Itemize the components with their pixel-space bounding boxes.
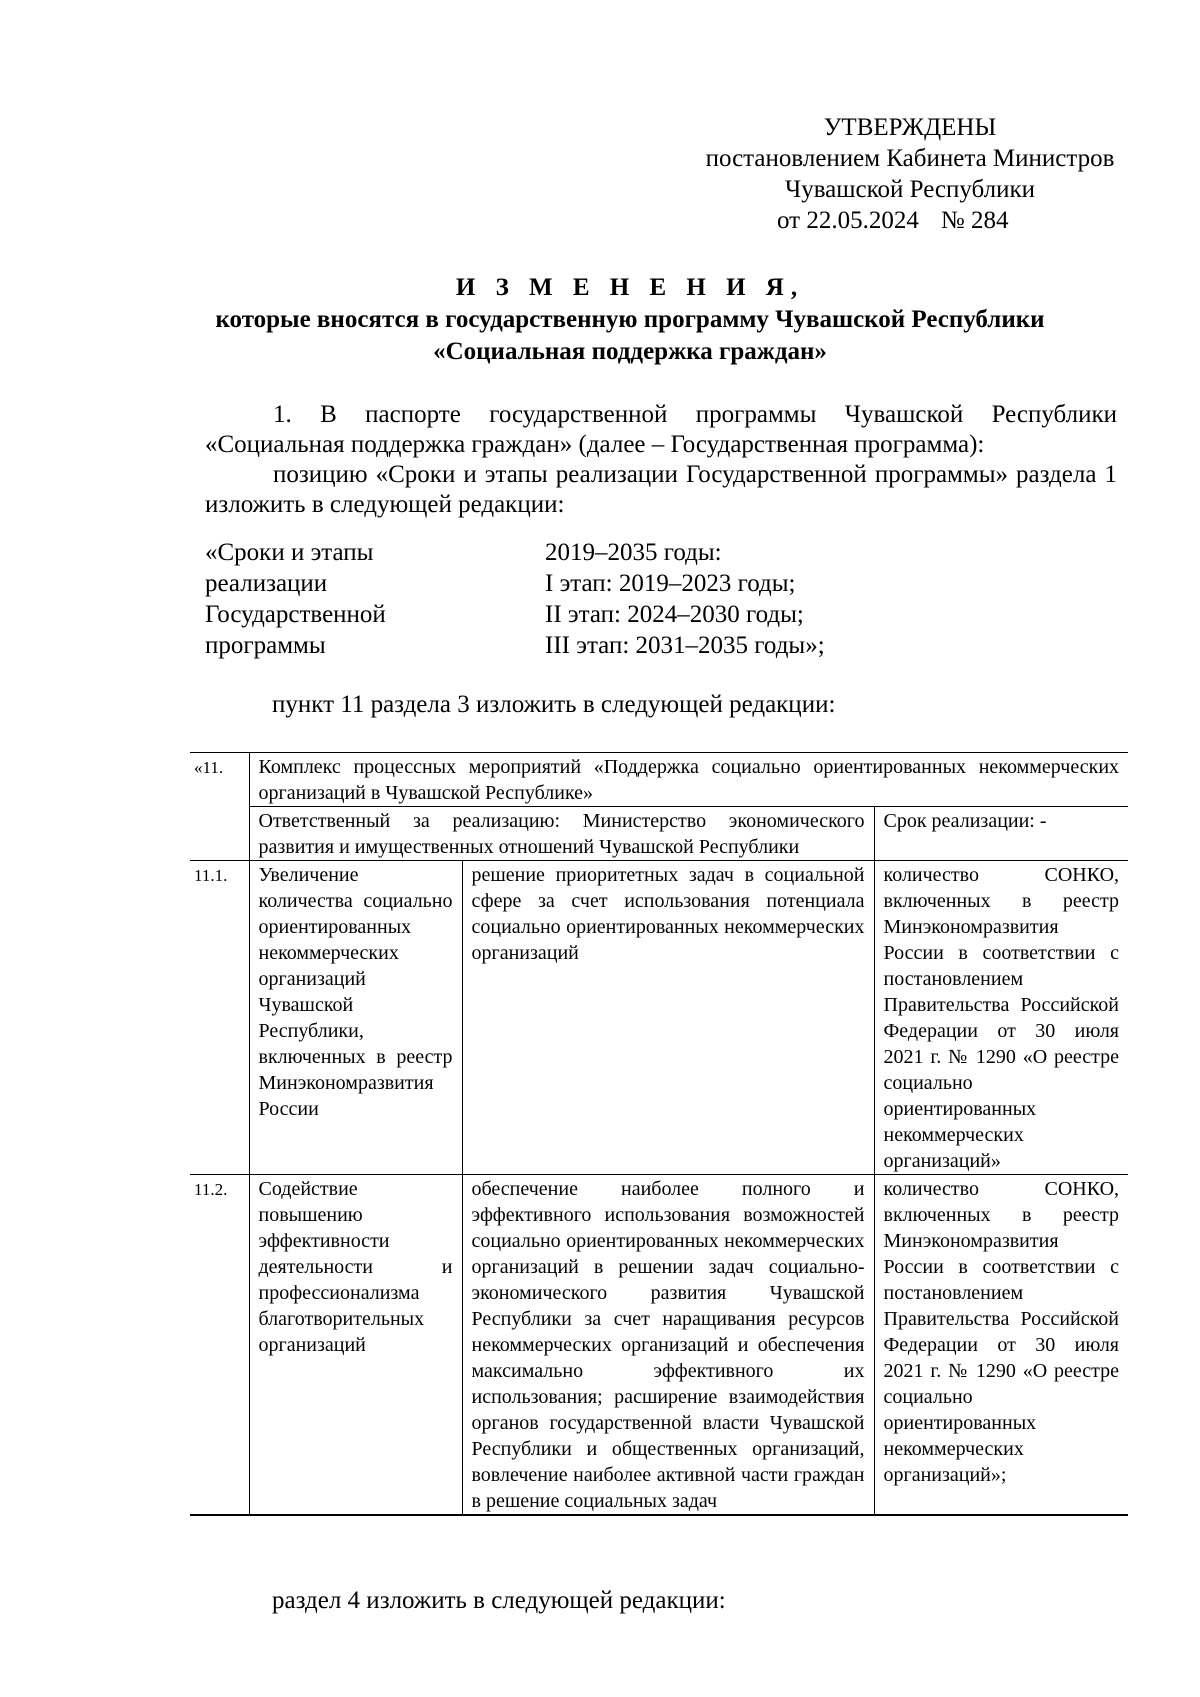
indicator-cell: количество СОНКО, включенных в реестр Минэкономразвития России в соответствии с постановлением Правительства Российской Федерации от 30 июля 2021 г. № 1290 «О реестре социально ориентированных некоммерческих организаций» bbox=[874, 861, 1128, 1175]
table-row bbox=[190, 1175, 1128, 1516]
approval-block bbox=[680, 112, 1140, 236]
term-cell: Срок реализации: - bbox=[874, 807, 1128, 861]
terms-stage-1: I этап: 2019–2023 годы; bbox=[545, 570, 796, 597]
row-number: 11.2. bbox=[190, 1175, 249, 1516]
paragraph-4: раздел 4 изложить в следующей редакции: bbox=[272, 1587, 726, 1614]
approval-line-republic: Чувашской Республики bbox=[784, 176, 1036, 203]
terms-stage-2: II этап: 2024–2030 годы; bbox=[545, 601, 804, 628]
task-cell: Увеличение количества социально ориентированных некоммерческих организаций Чувашской Республики, включенных в реестр Минэкономразвития России bbox=[249, 861, 462, 1175]
result-cell: решение приоритетных задач в социальной сфере за счет использования потенциала социально ориентированных некоммерческих организаций bbox=[462, 861, 874, 1175]
task-cell: Содействие повышению эффективности деятельности и профессионализма благотворительных организаций bbox=[249, 1175, 462, 1516]
terms-stage-3: III этап: 2031–2035 годы»; bbox=[545, 632, 825, 659]
paragraph-3: пункт 11 раздела 3 изложить в следующей редакции: bbox=[272, 691, 836, 718]
table-row bbox=[190, 861, 1128, 1175]
table-row-11-title bbox=[190, 753, 1128, 807]
approval-line-decree: постановлением Кабинета Министров bbox=[705, 145, 1115, 172]
complex-title: Комплекс процессных мероприятий «Поддержка социально ориентированных некоммерческих организаций в Чувашской Республике» bbox=[249, 753, 1128, 807]
approval-date: от 22.05.2024 bbox=[777, 207, 919, 234]
indicator-cell: количество СОНКО, включенных в реестр Минэкономразвития России в соответствии с постановлением Правительства Российской Федерации от 30 июля 2021 г. № 1290 «О реестре социально ориентированных некоммерческих организаций»; bbox=[874, 1175, 1128, 1516]
terms-period: 2019–2035 годы: bbox=[545, 539, 722, 566]
approval-title: УТВЕРЖДЕНЫ bbox=[823, 114, 997, 141]
approval-number: № 284 bbox=[940, 207, 1009, 234]
heading-program-name: «Социальная поддержка граждан» bbox=[433, 338, 827, 365]
paragraph-2: позицию «Сроки и этапы реализации Государственной программы» раздела 1 изложить в следующей редакции: bbox=[205, 461, 1117, 518]
result-cell: обеспечение наиболее полного и эффективного использования возможностей социально ориентированных некоммерческих организаций в решении задач социально-экономического развития Чувашской Республики за счет наращивания ресурсов некоммерческих организаций и обеспечения максимально эффективного их использования; расширение взаимодействия органов государственной власти Чувашской Республики и общественных организаций, вовлечение наиболее активной части граждан в решение социальных задач bbox=[462, 1175, 874, 1516]
paragraph-1: 1. В паспорте государственной программы Чувашской Республики «Социальная поддержка граждан» (далее – Государственная программа): bbox=[205, 401, 1117, 458]
approval-date-line bbox=[680, 205, 1140, 236]
terms-values bbox=[545, 537, 925, 661]
table-row-11-responsible bbox=[190, 807, 1128, 861]
measures-table bbox=[190, 752, 1128, 1516]
heading-subtitle: которые вносятся в государственную программу Чувашской Республики bbox=[215, 306, 1045, 333]
row-number: 11.1. bbox=[190, 861, 249, 1175]
terms-label: «Сроки и этапы реализации Государственной программы bbox=[205, 539, 386, 659]
responsible-cell: Ответственный за реализацию: Министерство экономического развития и имущественных отношений Чувашской Республики bbox=[249, 807, 874, 861]
document-heading bbox=[150, 272, 1110, 368]
heading-title: И З М Е Н Е Н И Я, bbox=[455, 274, 805, 301]
row-number: «11. bbox=[190, 753, 249, 861]
